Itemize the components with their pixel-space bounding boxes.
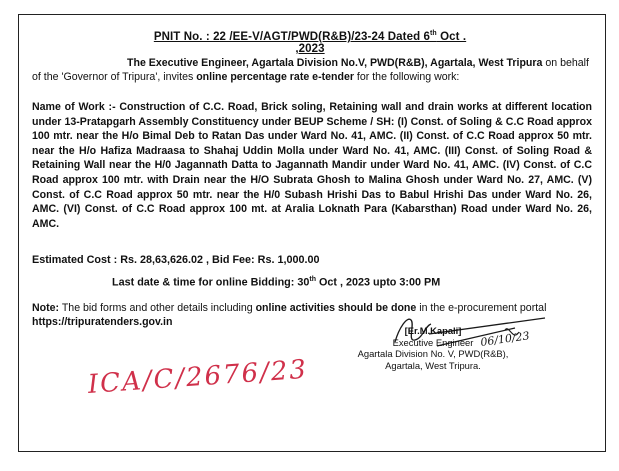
bid-fee-label: Bid Fee: <box>209 254 258 266</box>
signature-date: 06/10/23 <box>479 329 531 349</box>
signatory-name: [Er.M.Kapali] <box>404 325 462 336</box>
work-text: Name of Work :- Construction of C.C. Road, Brick soling, Retaining wall and drain works at different location under 13-Pratapgarh Assembly Constituency under BEUP Scheme / SH: (I) Const. of Soling & C.C Road approx 100 mtr. near the H/o Bimal Deb to Ratan Das under Ward No. 41, AMC. (II) Const. of C.C Road approx 50 mtr. near the H/o Hafiza Madraasa to Shahaj Uddin Molla under Ward No. 41, AMC. (III) Const. of Soling Road & Retaining Wall near the H/0 Jagannath Datta to Jagannath Mandir under Ward No. 41, AMC. (IV) Const. of C.C Road approx 100 mtr. with Drain near the H/O Subrata Ghosh to Malina Ghosh under Ward No. 27, AMC. (V) Const. of C.C Road approx 50 mtr. near the H/0 Subash Hrishi Das to Babul Hrishi Das under Ward No. 26, AMC. (VI) Const. of C.C Road approx 100 mt. at Aralia Loknath Para (Kabarsthan) Road under Ward No. 26, AMC. <box>32 101 592 230</box>
signatory-division: Agartala Division No. V, PWD(R&B), <box>357 348 509 359</box>
cost-value: Rs. 28,63,626.02 , <box>120 254 210 266</box>
signatory-location: Agartala, West Tripura. <box>385 359 481 371</box>
bidding-deadline <box>112 276 440 289</box>
intro-end: for the following work: <box>353 71 460 83</box>
title-sup: th <box>430 30 437 37</box>
cost-label: Estimated Cost : <box>32 254 121 266</box>
portal-link[interactable]: https://tripuratenders.gov.in <box>32 316 173 328</box>
deadline-prefix: Last date & time for online Bidding: 30 <box>112 276 310 289</box>
work-description <box>32 100 592 231</box>
note-label: Note: <box>32 302 60 314</box>
signatory-designation: Executive Engineer <box>392 336 474 348</box>
title-end: Oct . ,2023 <box>295 30 467 55</box>
intro-middle: on behalf of the 'Governor of Tripura', invites <box>32 57 589 83</box>
deadline-sup: th <box>309 276 316 283</box>
handwritten-reference: ICA/C/2676/23 <box>86 354 309 400</box>
intro-paragraph <box>32 56 592 84</box>
intro-tender-type: online percentage rate e-tender <box>196 71 354 83</box>
bid-fee-value: Rs. 1,000.00 <box>257 254 320 266</box>
notice-title <box>140 30 480 55</box>
note-bold: online activities should be done <box>255 302 417 314</box>
title-main: PNIT No. : 22 /EE-V/AGT/PWD(R&B)/23-24 Dated 6 <box>153 30 430 43</box>
note-text1: The bid forms and other details including <box>59 302 256 314</box>
intro-issuer: The Executive Engineer, Agartala Division No.V, PWD(R&B), Agartala, West Tripura <box>127 57 543 69</box>
estimated-cost-line <box>32 254 319 266</box>
deadline-suffix: Oct , 2023 upto 3:00 PM <box>315 276 441 289</box>
signatory-block <box>338 325 528 371</box>
note-text2: in the e-procurement portal <box>416 302 547 314</box>
